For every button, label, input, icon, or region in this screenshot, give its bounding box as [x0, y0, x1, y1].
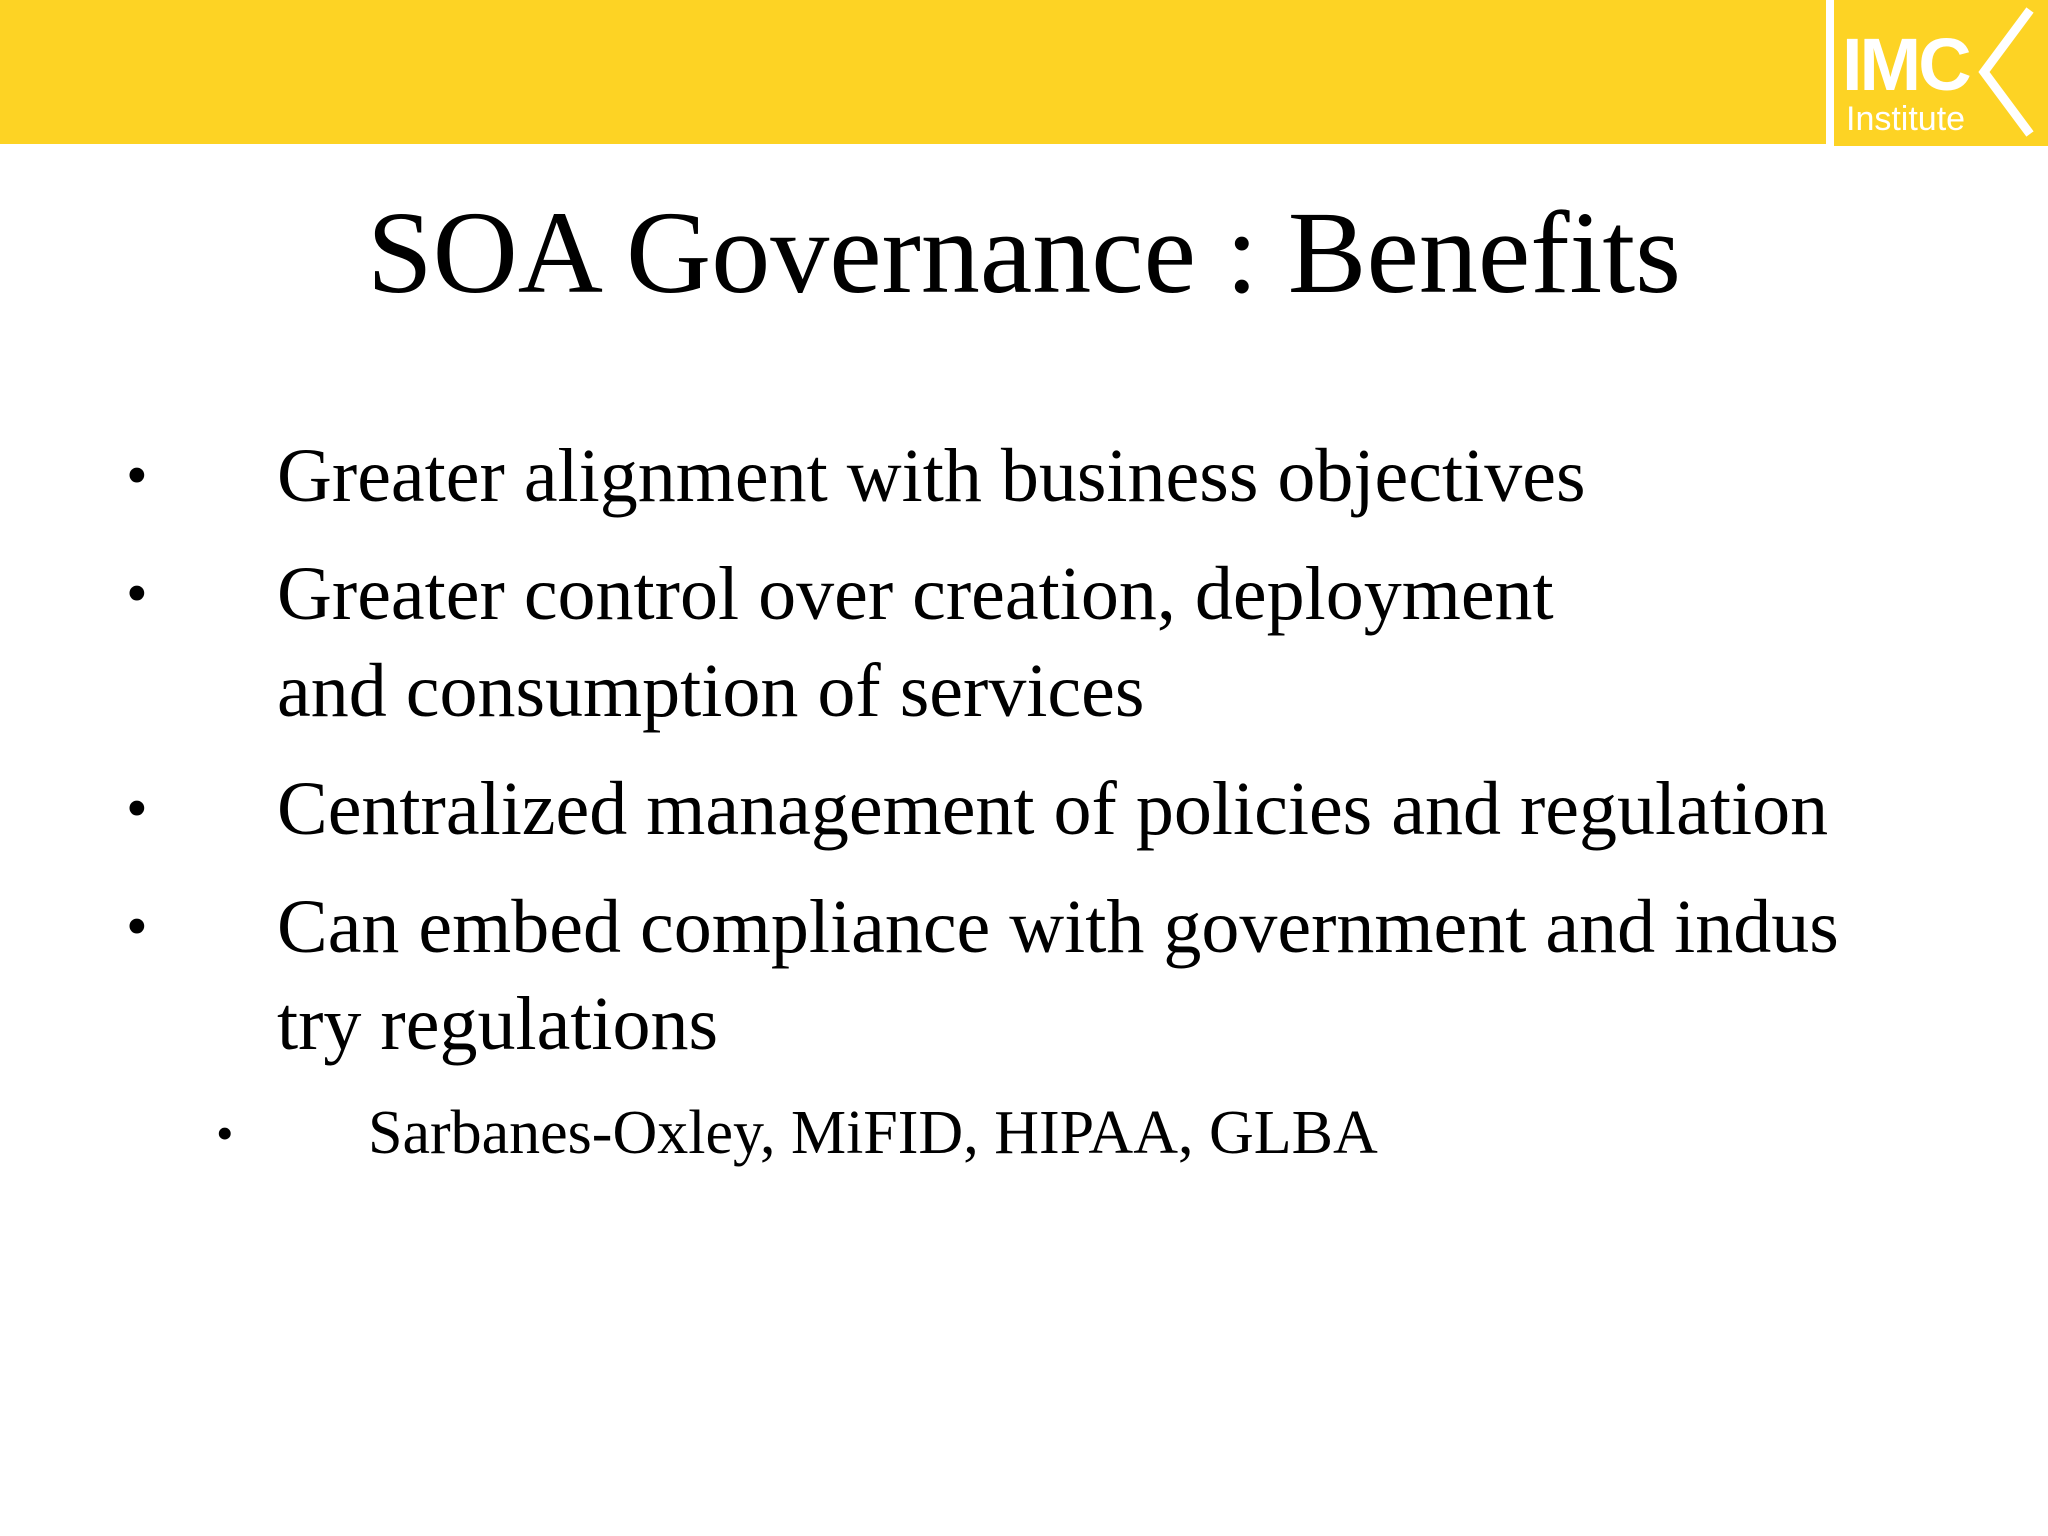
logo-sub-text: Institute — [1846, 100, 1966, 138]
bullet-dot: • — [126, 560, 148, 628]
bullet-text: Greater alignment with business objectives — [277, 434, 1586, 518]
imc-institute-logo — [1834, 0, 2048, 146]
bullet-text: Can embed compliance with government and indus — [277, 885, 1839, 969]
bullet-text: Greater control over creation, deployment — [277, 552, 1554, 636]
bullet-list — [0, 428, 2048, 1178]
header-band — [0, 0, 1826, 144]
sub-bullet-text: Sarbanes-Oxley, MiFID, HIPAA, GLBA — [368, 1099, 1378, 1167]
bullet-dot: • — [126, 442, 148, 510]
bullet-dot: • — [126, 775, 148, 843]
bullet-text-continued: and consumption of services — [277, 649, 1145, 733]
sub-bullet-dot: • — [216, 1105, 234, 1161]
bullet-text: Centralized management of policies and regulation — [277, 767, 1829, 851]
bullet-item — [0, 428, 1997, 525]
slide-title: SOA Governance : Benefits — [366, 187, 1682, 318]
bullet-text-continued: try regulations — [277, 982, 719, 1066]
bullet-item — [0, 879, 1997, 1073]
sub-bullet-item — [0, 1088, 1968, 1178]
bullet-item — [0, 546, 1997, 740]
logo-main-text: IMC — [1842, 23, 1969, 106]
bullet-dot: • — [126, 893, 148, 961]
bullet-item — [0, 761, 1997, 858]
